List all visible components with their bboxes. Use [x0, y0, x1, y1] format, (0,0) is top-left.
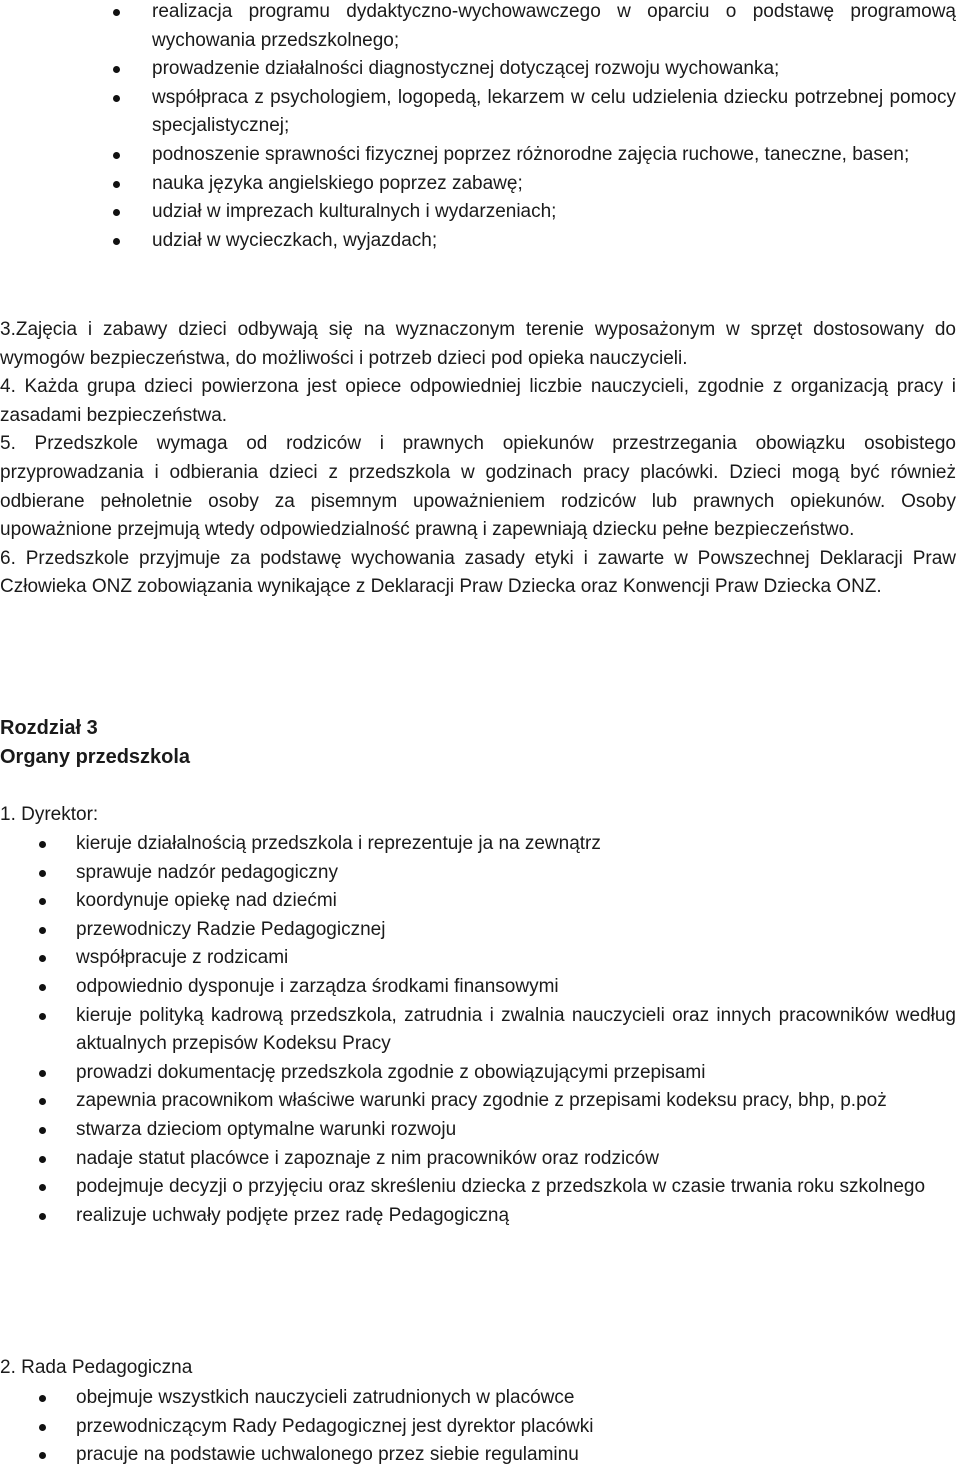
list-item: współpracuje z rodzicami — [76, 944, 956, 973]
chapter-heading — [0, 714, 190, 772]
list-item: realizacja programu dydaktyczno-wychowawczego w oparciu o podstawę programową wychowania przedszkolnego; — [152, 0, 956, 55]
list-item: realizuje uchwały podjęte przez radę Pedagogiczną — [76, 1202, 956, 1231]
list-item: współpraca z psychologiem, logopedą, lekarzem w celu udzielenia dziecku potrzebnej pomocy specjalistycznej; — [152, 84, 956, 141]
paragraph-4: 4. Każda grupa dzieci powierzona jest opiece odpowiedniej liczbie nauczycieli, zgodnie z organizacją pracy i zasadami bezpieczeństwa. — [0, 376, 956, 426]
list-item: nauka języka angielskiego poprzez zabawę; — [152, 170, 956, 199]
council-section-label: 2. Rada Pedagogiczna — [0, 1357, 193, 1378]
list-item: stwarza dzieciom optymalne warunki rozwoju — [76, 1116, 956, 1145]
list-item: prowadzi dokumentację przedszkola zgodnie z obowiązującymi przepisami — [76, 1059, 956, 1088]
list-item: podnoszenie sprawności fizycznej poprzez różnorodne zajęcia ruchowe, taneczne, basen; — [152, 141, 956, 170]
list-item: nadaje statut placówce i zapoznaje z nim pracowników oraz rodziców — [76, 1145, 956, 1174]
list-item: obejmuje wszystkich nauczycieli zatrudnionych w placówce — [76, 1384, 956, 1413]
paragraph-3: 3.Zajęcia i zabawy dzieci odbywają się na wyznaczonym terenie wyposażonym w sprzęt dostosowany do wymogów bezpieczeństwa, do możliwości i potrzeb dzieci pod opieka nauczycieli. — [0, 319, 956, 369]
director-section-label: 1. Dyrektor: — [0, 804, 99, 825]
paragraph-5: 5. Przedszkole wymaga od rodziców i prawnych opiekunów przestrzegania obowiązku osobistego przyprowadzania i odbierania dzieci z przedszkola w godzinach pracy placówki. Dzieci mogą być również odbierane pełnoletnie osoby za pisemnym upoważnieniem rodziców lub prawnych opiekunów. Osoby upoważnione przejmują wtedy odpowiedzialność prawną i zapewniają dziecku pełne bezpieczeństwo. — [0, 433, 956, 541]
list-item: podejmuje decyzji o przyjęciu oraz skreśleniu dziecka z przedszkola w czasie trwania roku szkolnego — [76, 1173, 956, 1202]
list-item: odpowiednio dysponuje i zarządza środkami finansowymi — [76, 973, 956, 1002]
list-item: kieruje działalnością przedszkola i reprezentuje ja na zewnątrz — [76, 830, 956, 859]
list-item: udział w wycieczkach, wyjazdach; — [152, 227, 956, 256]
council-duties-list — [76, 1384, 956, 1470]
numbered-paragraphs — [0, 316, 956, 602]
paragraph-6: 6. Przedszkole przyjmuje za podstawę wychowania zasady etyki i zawarte w Powszechnej Deklaracji Praw Człowieka ONZ zobowiązania wynikające z Deklaracji Praw Dziecka oraz Konwencji Praw Dziecka ONZ. — [0, 547, 956, 598]
program-activities-list — [152, 0, 956, 255]
list-item: pracuje na podstawie uchwalonego przez siebie regulaminu — [76, 1441, 956, 1470]
list-item: udział w imprezach kulturalnych i wydarzeniach; — [152, 198, 956, 227]
list-item: zapewnia pracownikom właściwe warunki pracy zgodnie z przepisami kodeksu pracy, bhp, p.poż — [76, 1087, 956, 1116]
list-item: przewodniczącym Rady Pedagogicznej jest dyrektor placówki — [76, 1413, 956, 1442]
list-item: sprawuje nadzór pedagogiczny — [76, 859, 956, 888]
list-item: prowadzenie działalności diagnostycznej dotyczącej rozwoju wychowanka; — [152, 55, 956, 84]
list-item: przewodniczy Radzie Pedagogicznej — [76, 916, 956, 945]
list-item: koordynuje opiekę nad dziećmi — [76, 887, 956, 916]
director-duties-list — [76, 830, 956, 1230]
list-item: kieruje polityką kadrową przedszkola, zatrudnia i zwalnia nauczycieli oraz innych pracowników według aktualnych przepisów Kodeksu Pracy — [76, 1002, 956, 1059]
chapter-title: Organy przedszkola — [0, 746, 191, 768]
chapter-number: Rozdział 3 — [0, 717, 98, 739]
